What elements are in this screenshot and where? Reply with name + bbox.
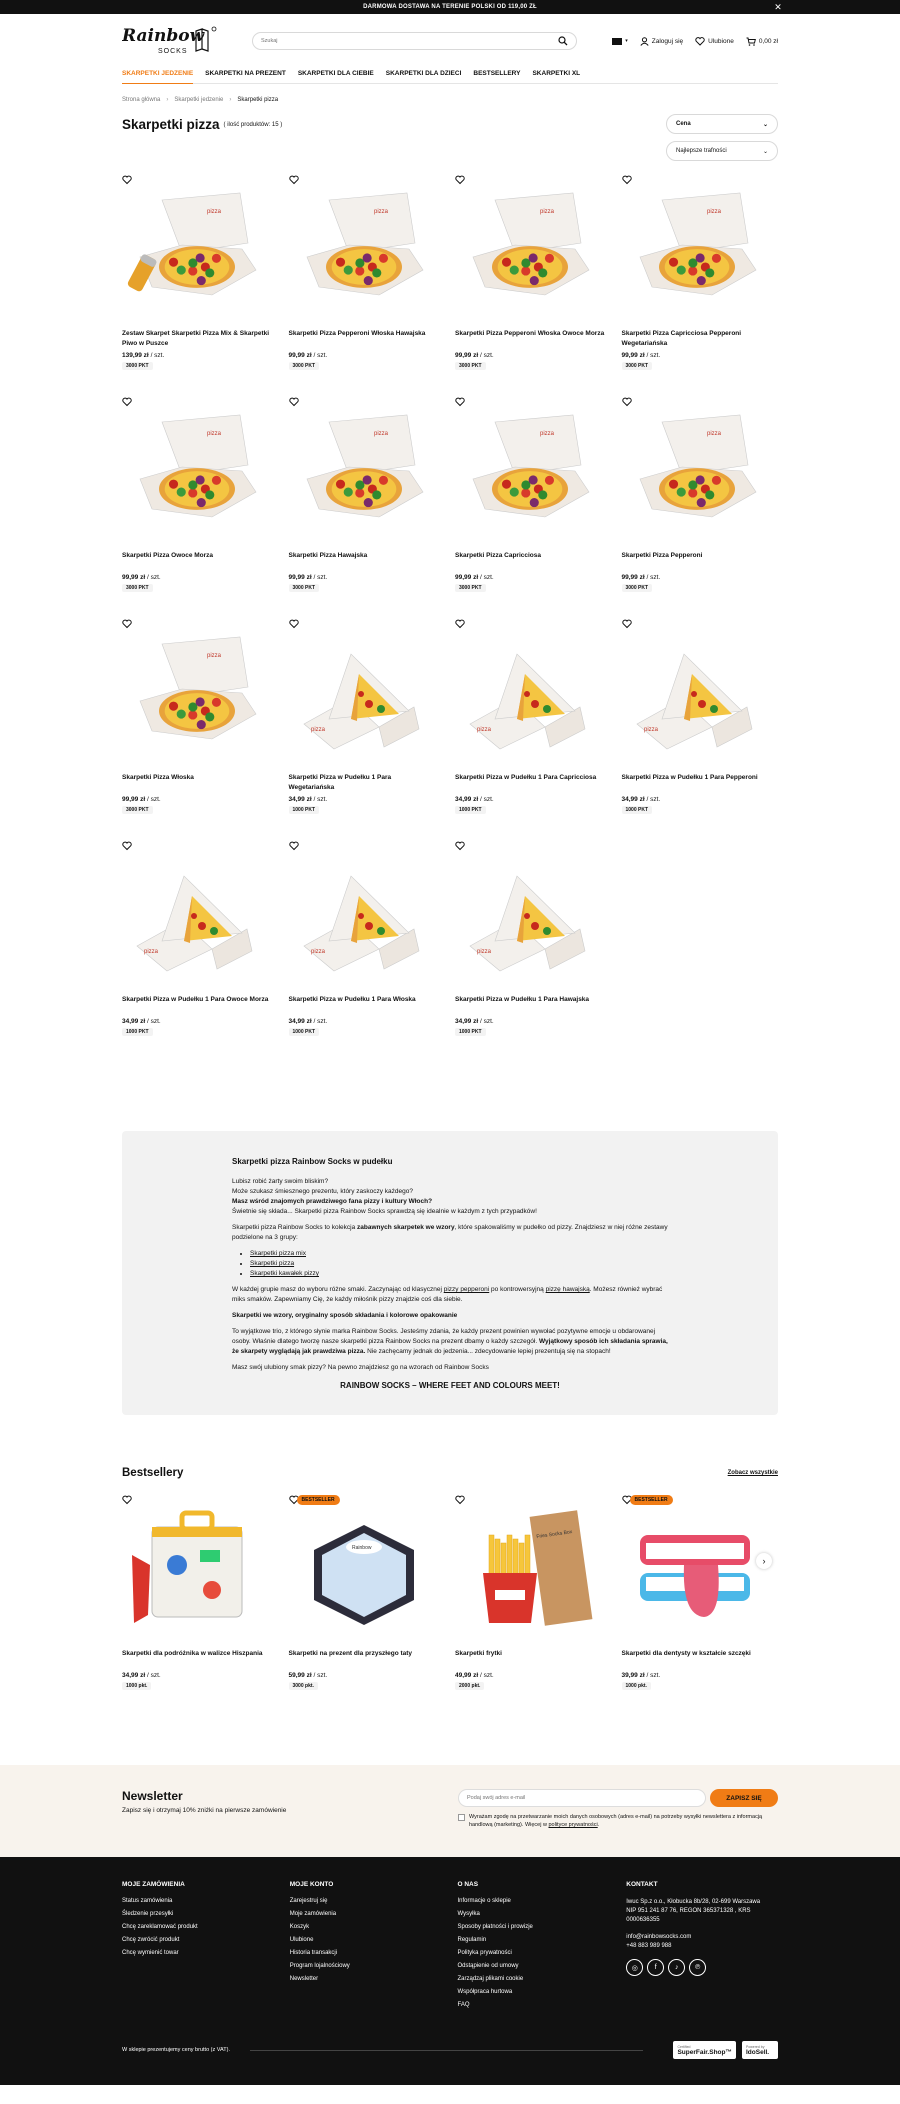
loyalty-points: 3000 PKT — [122, 806, 153, 814]
description-subheading: Skarpetki we wzory, oryginalny sposób składania i kolorowe opakowanie — [232, 1312, 458, 1319]
chevron-right-icon: › — [166, 97, 169, 103]
contact-email[interactable]: info@rainbowsocks.com — [626, 1934, 692, 1940]
footer-link[interactable]: Śledzenie przesyłki — [122, 1911, 174, 1917]
bestseller-card[interactable] — [289, 1495, 439, 1717]
product-card[interactable] — [622, 397, 772, 619]
product-image[interactable] — [289, 397, 439, 547]
product-price: 99,99 zł / szt. — [122, 796, 161, 803]
favorites-label: Ulubione — [708, 37, 734, 45]
page-title: Skarpetki pizza — [122, 116, 220, 132]
main-nav — [122, 68, 778, 84]
product-name[interactable]: Skarpetki Pizza Capricciosa — [455, 552, 541, 559]
heart-icon — [695, 37, 705, 46]
heart-icon[interactable] — [122, 619, 132, 629]
footer-col-contact — [626, 1881, 778, 2015]
loyalty-points: 1000 PKT — [455, 1028, 486, 1036]
product-card[interactable] — [622, 619, 772, 841]
loyalty-points: 1000 PKT — [622, 806, 653, 814]
heart-icon[interactable] — [622, 397, 632, 407]
footer-link[interactable]: Status zamówienia — [122, 1898, 173, 1904]
product-image[interactable] — [622, 619, 772, 769]
company-info: Iwuc Sp.z o.o., Kłobucka 8b/28, 02-699 Warszawa NIP 951 241 87 76, REGON 365371328 , KRS 0000636355 — [626, 1899, 761, 1923]
breadcrumb — [122, 95, 778, 105]
svg-text:pizza: pizza — [207, 653, 222, 659]
description-link[interactable]: • Skarpetki kawałek pizzy — [250, 1269, 668, 1279]
description-link[interactable]: • Skarpetki pizza — [250, 1259, 668, 1269]
promo-bar — [0, 0, 900, 14]
footer-link[interactable]: Polityka prywatności — [457, 1950, 512, 1956]
footer — [0, 1857, 900, 2085]
heart-icon[interactable] — [289, 619, 299, 629]
svg-text:pizza: pizza — [706, 209, 721, 215]
newsletter-consent: Wyrażam zgodę na przetwarzanie moich danych osobowych (adres e-mail) na potrzeby wysyłki newslettera z informacją handlową (marketing). Więcej w polityce prywatności. — [458, 1813, 778, 1829]
svg-text:pizza: pizza — [310, 949, 325, 955]
loyalty-points: 3000 PKT — [455, 362, 486, 370]
product-price: 34,99 zł / szt. — [122, 1672, 161, 1679]
login-link[interactable] — [640, 37, 683, 46]
description-paragraph: Skarpetki pizza Rainbow Socks to kolekcja zabawnych skarpetek we wzory, które spakowaliśmy w pudełko od pizzy. Znajdziesz w niej różne zestawy podzielone na 3 grupy: — [232, 1224, 668, 1241]
footer-heading: MOJE KONTO — [289, 1881, 334, 1888]
product-name[interactable]: Skarpetki dla dentysty w kształcie szczęki — [621, 1650, 751, 1657]
bestseller-badge: BESTSELLER — [630, 1495, 673, 1505]
product-name[interactable]: Zestaw Skarpet Skarpetki Pizza Mix & Skarpetki Piwo w Puszce — [122, 330, 270, 347]
heart-icon[interactable] — [289, 841, 299, 851]
product-image[interactable] — [455, 397, 605, 547]
svg-text:Fries Socks Box: Fries Socks Box — [536, 1529, 573, 1541]
product-image[interactable] — [122, 1495, 272, 1645]
product-price: 99,99 zł / szt. — [288, 574, 328, 581]
loyalty-points: 3000 PKT — [289, 584, 320, 592]
footer-link[interactable]: Współpraca hurtowa — [457, 1989, 513, 1995]
svg-text:pizza: pizza — [373, 209, 388, 215]
facebook-icon[interactable]: f — [647, 1959, 664, 1976]
cart-icon — [746, 37, 756, 46]
user-icon — [640, 37, 649, 46]
product-image[interactable] — [289, 1495, 439, 1645]
instagram-icon[interactable]: ◎ — [626, 1959, 643, 1976]
footer-link[interactable]: Zarejestruj się — [289, 1898, 328, 1904]
product-name[interactable]: Skarpetki Pizza Włoska — [122, 774, 194, 781]
bestseller-card[interactable] — [455, 1495, 605, 1717]
footer-link[interactable]: Odstąpienie od umowy — [457, 1963, 519, 1969]
breadcrumb-category[interactable]: Skarpetki jedzenie — [174, 97, 224, 103]
product-price: 34,99 zł / szt. — [455, 796, 494, 803]
heart-icon[interactable] — [122, 1495, 132, 1505]
svg-text:Rainbow: Rainbow — [351, 1545, 371, 1551]
product-count: ( ilość produktów: 15 ) — [223, 122, 283, 128]
divider — [250, 2050, 643, 2051]
footer-link[interactable]: Ulubione — [289, 1937, 314, 1943]
product-image[interactable] — [122, 175, 272, 325]
product-price: 34,99 zł / szt. — [288, 796, 328, 803]
product-name[interactable]: Skarpetki Pizza Hawajska — [288, 552, 368, 559]
idosell-badge[interactable]: Powered by IdoSell. — [742, 2041, 778, 2059]
bestsellers-carousel — [122, 1495, 778, 1717]
svg-text:pizza: pizza — [373, 431, 388, 437]
product-price: 34,99 zł / szt. — [122, 1018, 161, 1025]
header — [122, 14, 778, 68]
product-image[interactable] — [455, 619, 605, 769]
heart-icon[interactable] — [122, 841, 132, 851]
svg-text:pizza: pizza — [540, 209, 555, 215]
description-paragraph: W każdej grupie masz do wyboru różne smaki. Zaczynając od klasycznej pizzy pepperoni po kontrowersyjną pizzę hawajską. Możesz również wybrać miks smaków. Zapewniamy Cię, że każdy miłośnik pizzy znajdzie coś dla siebie. — [232, 1286, 663, 1303]
svg-text:pizza: pizza — [207, 431, 222, 437]
product-card[interactable] — [122, 619, 272, 841]
product-name[interactable]: Skarpetki Pizza Owoce Morza — [122, 552, 214, 559]
footer-col-about — [458, 1881, 627, 2015]
product-card[interactable] — [622, 175, 772, 397]
svg-text:pizza: pizza — [477, 727, 492, 733]
description-title: Skarpetki pizza Rainbow Socks w pudełku — [232, 1157, 393, 1166]
footer-heading: MOJE ZAMÓWIENIA — [122, 1881, 185, 1888]
product-card[interactable] — [455, 619, 605, 841]
superfair-badge[interactable]: Certified SuperFair.Shop™ — [673, 2041, 736, 2059]
footer-link[interactable]: Zarządzaj plikami cookie — [457, 1976, 524, 1982]
loyalty-points: 1000 pkt. — [122, 1682, 151, 1690]
privacy-policy-link[interactable]: polityce prywatności — [548, 1822, 598, 1828]
product-name[interactable]: Skarpetki Pizza w Pudełku 1 Para Pepperoni — [621, 774, 758, 781]
nav-item[interactable]: SKARPETKI XL — [532, 70, 581, 77]
svg-text:pizza: pizza — [144, 949, 159, 955]
product-name[interactable]: Skarpetki frytki — [455, 1650, 502, 1657]
subscribe-button[interactable]: ZAPISZ SIĘ — [710, 1789, 778, 1807]
loyalty-points: 3000 PKT — [122, 362, 153, 370]
product-price: 39,99 zł / szt. — [621, 1672, 661, 1679]
product-name[interactable]: Skarpetki Pizza Pepperoni Włoska Owoce Morza — [455, 330, 605, 337]
breadcrumb-current: Skarpetki pizza — [237, 97, 279, 103]
sort-label: Najlepsze trafności — [676, 148, 727, 154]
product-card[interactable] — [122, 175, 272, 397]
loyalty-points: 1000 PKT — [289, 1028, 320, 1036]
chevron-down-icon: ▾ — [625, 38, 628, 44]
language-selector[interactable] — [612, 38, 628, 45]
svg-text:pizza: pizza — [643, 727, 658, 733]
slogan: RAINBOW SOCKS – WHERE FEET AND COLOURS MEET! — [340, 1381, 560, 1390]
footer-col-orders — [122, 1881, 290, 2015]
svg-text:pizza: pizza — [477, 949, 492, 955]
favorites-link[interactable] — [695, 37, 734, 46]
product-price: 34,99 zł / szt. — [621, 796, 661, 803]
svg-text:pizza: pizza — [540, 431, 555, 437]
product-image[interactable] — [622, 397, 772, 547]
flag-icon — [612, 38, 622, 45]
loyalty-points: 1000 PKT — [122, 1028, 153, 1036]
description-link[interactable]: • Skarpetki pizza mix — [250, 1249, 668, 1259]
product-price: 34,99 zł / szt. — [288, 1018, 328, 1025]
tiktok-icon[interactable]: ♪ — [668, 1959, 685, 1976]
product-image[interactable] — [122, 397, 272, 547]
product-card[interactable] — [455, 175, 605, 397]
login-label: Zaloguj się — [651, 37, 684, 45]
heart-icon[interactable] — [455, 841, 465, 851]
product-name[interactable]: Skarpetki Pizza Pepperoni — [621, 552, 703, 559]
chevron-right-icon: › — [229, 97, 232, 103]
newsletter-subtitle: Zapisz się i otrzymaj 10% zniżki na pierwsze zamówienie — [122, 1807, 287, 1814]
loyalty-points: 3000 PKT — [289, 362, 320, 370]
heart-icon[interactable] — [622, 175, 632, 185]
contact-phone[interactable]: +48 883 989 988 — [626, 1943, 672, 1949]
description-paragraph: To wyjątkowe trio, z którego słynie marka Rainbow Socks. Jesteśmy zdania, że każdy prezent powinien wywołać pozytywne emocje u obdarowanej osoby. Właśnie dlatego tworzę nasze skarpetki pizza Rainbow Socks na prezent dbamy o każdy szczegół. Wyjątkowy sposób ich składania sprawia, że skarpety wyglądają jak prawdziwa pizza. Nie zachęcamy jednak do jedzenia... zdecydowanie lepiej prezentują się na stopach! — [232, 1328, 668, 1355]
footer-link[interactable]: Chcę zwrócić produkt — [122, 1937, 180, 1943]
footer-link[interactable]: Regulamin — [457, 1937, 487, 1943]
product-price: 49,99 zł / szt. — [455, 1672, 494, 1679]
footer-link[interactable]: Newsletter — [289, 1976, 319, 1982]
product-image[interactable] — [289, 841, 439, 991]
heart-icon[interactable] — [455, 1495, 465, 1505]
product-image[interactable] — [455, 841, 605, 991]
svg-text:SOCKS: SOCKS — [158, 48, 188, 55]
newsletter-email-input[interactable] — [458, 1789, 706, 1807]
chevron-down-icon: ⌄ — [762, 148, 768, 155]
product-name[interactable]: Skarpetki Pizza Pepperoni Włoska Hawajska — [288, 330, 426, 337]
footer-col-account — [290, 1881, 458, 2015]
product-name[interactable]: Skarpetki Pizza w Pudełku 1 Para Capricciosa — [455, 774, 597, 781]
product-card[interactable] — [122, 841, 272, 1063]
nav-item[interactable]: SKARPETKI DLA DZIECI — [385, 70, 462, 77]
product-name[interactable]: Skarpetki na prezent dla przyszłego taty — [288, 1650, 413, 1657]
bestseller-badge: BESTSELLER — [297, 1495, 340, 1505]
heart-icon[interactable] — [455, 175, 465, 185]
product-card[interactable] — [122, 397, 272, 619]
search-icon[interactable] — [558, 36, 568, 46]
bestseller-card[interactable] — [122, 1495, 272, 1717]
product-card[interactable] — [289, 175, 439, 397]
vat-note: W sklepie prezentujemy ceny brutto (z VAT). — [122, 2047, 230, 2053]
footer-link[interactable]: Chcę wymienić towar — [122, 1950, 179, 1956]
product-grid — [122, 175, 778, 1063]
footer-link[interactable]: Historia transakcji — [289, 1950, 338, 1956]
footer-heading: KONTAKT — [626, 1881, 658, 1888]
product-price: 99,99 zł / szt. — [621, 352, 661, 359]
heart-icon[interactable] — [455, 397, 465, 407]
loyalty-points: 3000 pkt. — [289, 1682, 318, 1690]
heart-icon[interactable] — [122, 397, 132, 407]
chevron-right-icon[interactable]: › — [756, 1553, 772, 1569]
see-all-link[interactable]: Zobacz wszystkie — [727, 1470, 778, 1476]
product-card[interactable] — [289, 397, 439, 619]
loyalty-points: 1000 PKT — [289, 806, 320, 814]
product-image[interactable] — [622, 175, 772, 325]
nav-item[interactable]: SKARPETKI NA PREZENT — [205, 70, 286, 77]
product-name[interactable]: Skarpetki Pizza w Pudełku 1 Para Wegetariańska — [288, 774, 392, 791]
price-filter-label: Cena — [676, 121, 691, 127]
cart-total: 0,00 zł — [758, 37, 778, 45]
heart-icon[interactable] — [622, 619, 632, 629]
hawaiian-link[interactable]: pizzę hawajską — [545, 1286, 590, 1293]
heart-icon[interactable] — [289, 397, 299, 407]
nav-item[interactable]: SKARPETKI JEDZENIE — [122, 68, 193, 83]
product-price: 99,99 zł / szt. — [455, 574, 494, 581]
loyalty-points: 1000 PKT — [455, 806, 486, 814]
footer-link[interactable]: Wysyłka — [457, 1911, 480, 1917]
loyalty-points: 1000 pkt. — [622, 1682, 651, 1690]
product-image[interactable] — [122, 619, 272, 769]
loyalty-points: 3000 PKT — [622, 362, 653, 370]
product-price: 99,99 zł / szt. — [288, 352, 328, 359]
product-price: 59,99 zł / szt. — [288, 1672, 328, 1679]
search-bar[interactable] — [252, 32, 577, 50]
product-image[interactable] — [289, 619, 439, 769]
product-image[interactable] — [122, 841, 272, 991]
heart-icon[interactable] — [455, 619, 465, 629]
newsletter-title: Newsletter — [122, 1789, 183, 1803]
svg-text:Rainbow: Rainbow — [122, 26, 205, 46]
close-icon[interactable]: ✕ — [774, 2, 782, 12]
product-card[interactable] — [455, 397, 605, 619]
heart-icon[interactable] — [289, 175, 299, 185]
footer-link[interactable]: Koszyk — [289, 1924, 310, 1930]
footer-link[interactable]: Chcę zareklamować produkt — [122, 1924, 198, 1930]
product-name[interactable]: Skarpetki Pizza w Pudełku 1 Para Hawajska — [455, 996, 590, 1003]
product-price: 99,99 zł / szt. — [122, 574, 161, 581]
footer-link[interactable]: Moje zamówienia — [289, 1911, 337, 1917]
product-name[interactable]: Skarpetki Pizza Capricciosa Pepperoni Wegetariańska — [621, 330, 742, 347]
footer-link[interactable]: Program lojalnościowy — [289, 1963, 350, 1969]
newsletter-section — [0, 1765, 900, 1857]
bestsellers-title: Bestsellery — [122, 1467, 184, 1479]
price-filter[interactable] — [666, 114, 778, 134]
product-card[interactable] — [289, 619, 439, 841]
consent-checkbox[interactable] — [458, 1814, 465, 1821]
description-intro: Lubisz robić żarty swoim bliskim? Może szukasz śmiesznego prezentu, który zaskoczy każdego? Masz wśród znajomych prawdziwego fana pizzy i kultury Włoch? Świetnie się składa... Skarpetki pizza Rainbow Socks sprawdzą się idealnie w każdym z tych przypadków! — [232, 1178, 537, 1215]
footer-link[interactable]: FAQ — [457, 2002, 470, 2008]
product-price: 99,99 zł / szt. — [621, 574, 661, 581]
product-card[interactable] — [289, 841, 439, 1063]
sort-select[interactable] — [666, 141, 778, 161]
bestseller-card[interactable] — [622, 1495, 772, 1717]
loyalty-points: 3000 PKT — [622, 584, 653, 592]
svg-text:pizza: pizza — [706, 431, 721, 437]
product-name[interactable]: Skarpetki Pizza w Pudełku 1 Para Owoce Morza — [122, 996, 269, 1003]
product-name[interactable]: Skarpetki dla podróżnika w walizce Hiszpania — [122, 1650, 263, 1657]
product-name[interactable]: Skarpetki Pizza w Pudełku 1 Para Włoska — [288, 996, 416, 1003]
description-paragraph: Masz swój ulubiony smak pizzy? Na pewno znajdziesz go na wzorach od Rainbow Socks — [232, 1364, 489, 1371]
logo[interactable] — [122, 25, 220, 57]
nav-item[interactable]: BESTSELLERY — [473, 70, 521, 77]
pepperoni-link[interactable]: pizzy pepperoni — [443, 1286, 490, 1293]
chevron-down-icon: ⌄ — [762, 121, 768, 128]
product-image[interactable] — [455, 1495, 605, 1645]
product-image[interactable] — [622, 1495, 772, 1645]
product-price: 99,99 zł / szt. — [455, 352, 494, 359]
breadcrumb-home[interactable]: Strona główna — [122, 97, 161, 103]
description-list — [250, 1249, 668, 1279]
promo-text: DARMOWA DOSTAWA NA TERENIE POLSKI OD 119,00 ZŁ — [363, 4, 537, 10]
loyalty-points: 2000 pkt. — [455, 1682, 484, 1690]
product-image[interactable] — [455, 175, 605, 325]
product-card[interactable] — [455, 841, 605, 1063]
cart-link[interactable] — [746, 37, 778, 46]
loyalty-points: 3000 PKT — [122, 584, 153, 592]
product-price: 34,99 zł / szt. — [455, 1018, 494, 1025]
heart-icon[interactable] — [122, 175, 132, 185]
product-image[interactable] — [289, 175, 439, 325]
svg-text:pizza: pizza — [310, 727, 325, 733]
footer-heading: O NAS — [457, 1881, 479, 1888]
product-price: 139,99 zł / szt. — [122, 352, 165, 359]
loyalty-points: 3000 PKT — [455, 584, 486, 592]
search-input[interactable] — [261, 38, 558, 44]
footer-link[interactable]: Sposoby płatności i prowizje — [457, 1924, 533, 1930]
category-description — [122, 1131, 778, 1415]
nav-item[interactable]: SKARPETKI DLA CIEBIE — [297, 70, 374, 77]
pinterest-icon[interactable]: ℗ — [689, 1959, 706, 1976]
footer-link[interactable]: Informacje o sklepie — [457, 1898, 511, 1904]
svg-text:pizza: pizza — [207, 209, 222, 215]
